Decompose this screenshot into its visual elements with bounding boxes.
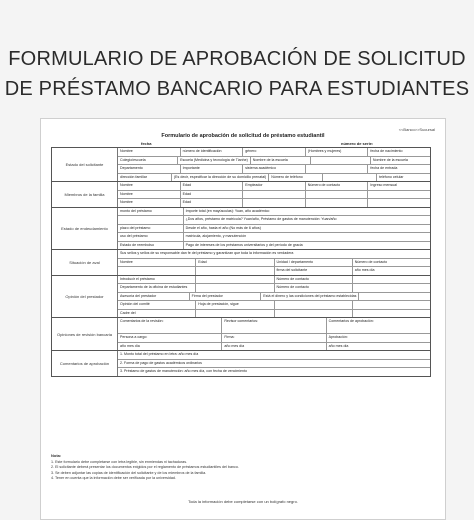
table-cell: Aprobación: xyxy=(328,335,348,339)
notes xyxy=(51,453,431,482)
section-label: Estado del solicitante xyxy=(52,148,118,181)
note-item: 3. Se deben adjuntar las copias de identificación del solicitante y de los miembros de la familia. xyxy=(51,470,207,475)
table-cell: Número de contacto xyxy=(354,259,388,264)
table-row xyxy=(118,293,430,302)
form-grid xyxy=(51,147,431,377)
table-row xyxy=(118,182,430,191)
fill-in-field[interactable] xyxy=(196,310,274,318)
table-cell: Sus sellos y sellos de su responsable dan fe del préstamo y garantizan que toda la información es verdadera xyxy=(120,251,294,255)
fill-in-field[interactable] xyxy=(311,157,371,165)
section-approval xyxy=(51,351,431,377)
table-cell: Número de contacto xyxy=(275,284,353,292)
table-cell: Hoja de prestación, sigue xyxy=(196,301,274,309)
table-row xyxy=(118,199,430,207)
table-row xyxy=(118,225,430,234)
section-family xyxy=(51,182,431,208)
table-row xyxy=(118,284,430,293)
table-row xyxy=(118,351,430,360)
section-applicant xyxy=(51,148,431,182)
table-cell: Cadre del xyxy=(118,310,196,318)
table-cell: Importante xyxy=(181,165,244,173)
table-cell: teléfono celular xyxy=(379,174,404,179)
table-cell: fecha de nacimiento xyxy=(370,149,403,153)
bank-header: <<Banco>>Sucursal xyxy=(398,127,435,132)
table-row xyxy=(118,360,430,369)
table-cell: Edad xyxy=(196,259,274,267)
table-cell: Firma del prestador xyxy=(190,293,262,301)
table-row xyxy=(118,310,430,318)
section-bank-review xyxy=(51,318,431,351)
table-cell: dirección familiar xyxy=(118,174,172,182)
table-cell: Nombre de la escuela xyxy=(251,157,311,165)
table-cell: Asesoría del prestador xyxy=(118,293,190,301)
table-cell: monto del préstamo xyxy=(118,208,184,216)
table-cell: Revisor comentarios: xyxy=(222,318,326,333)
table-cell: género xyxy=(243,148,306,156)
fill-in-field[interactable] xyxy=(196,267,274,275)
table-cell: Importe total (en mayúsculas): Yuan, año académico xyxy=(185,208,270,213)
fill-in-field[interactable] xyxy=(353,276,430,284)
section-label: Comentarios de aprobación xyxy=(52,351,118,376)
fill-in-field[interactable] xyxy=(275,301,353,309)
table-cell: Número de contacto xyxy=(275,276,353,284)
serial-header: número de serie: xyxy=(341,141,374,146)
page-title-line-2: DE PRÉSTAMO BANCARIO PARA ESTUDIANTES xyxy=(4,78,470,100)
table-cell: 3. Préstamo de gastos de manutención: año mes día, con fecha de vencimiento xyxy=(120,369,248,373)
table-row xyxy=(118,174,430,182)
table-cell: Número de contacto xyxy=(306,182,369,190)
table-row xyxy=(118,242,430,250)
table-row xyxy=(118,216,430,225)
table-cell: Empleador xyxy=(243,182,306,190)
table-cell: Unidad / departamento xyxy=(275,259,353,267)
fill-in-field[interactable] xyxy=(118,216,184,224)
table-row xyxy=(118,191,430,200)
table-row xyxy=(118,259,430,268)
section-lender xyxy=(51,276,431,319)
table-row xyxy=(118,318,430,334)
table-row xyxy=(118,276,430,285)
fill-in-field[interactable] xyxy=(353,301,430,309)
section-label: Opinión del prestador xyxy=(52,276,118,318)
section-label: Situación de aval xyxy=(52,250,118,275)
table-cell: Edad xyxy=(181,182,244,190)
table-row xyxy=(118,301,430,310)
table-row xyxy=(118,334,430,343)
fill-in-field[interactable] xyxy=(323,174,377,182)
table-cell: Escuela (Medicina y tecnología de Tianhe) xyxy=(178,157,251,165)
note-item: 1. Este formulario debe completarse con letra legible, sin enmiendas ni tachaduras. xyxy=(51,459,188,464)
fill-in-field[interactable] xyxy=(306,191,369,199)
table-cell: matrícula, alojamiento, y manutención xyxy=(185,234,247,238)
table-cell: año mes día xyxy=(354,268,375,272)
table-cell: fecha de entrada xyxy=(370,166,398,170)
table-cell: Número de teléfono xyxy=(269,174,323,182)
form-sheet xyxy=(40,118,446,520)
fill-in-field[interactable] xyxy=(306,165,369,173)
fill-in-field[interactable] xyxy=(353,310,430,318)
table-cell: Departamento de la oficina de estudiantes xyxy=(118,284,196,292)
table-row xyxy=(118,233,430,242)
fill-in-field[interactable] xyxy=(243,199,306,207)
fill-in-field[interactable] xyxy=(118,267,196,275)
section-debt xyxy=(51,208,431,251)
table-cell: Departamento xyxy=(118,165,181,173)
table-row xyxy=(118,343,430,351)
form-title: Formulario de aprobación de solicitud de préstamo estudiantil xyxy=(161,133,325,139)
table-cell: Edad xyxy=(181,199,244,207)
table-row xyxy=(118,368,430,376)
table-row xyxy=(118,267,430,275)
table-cell: Comentarios de la revisión: xyxy=(118,318,222,333)
table-cell: (Es decir, especificar la dirección de su domicilio prenatal) xyxy=(172,174,269,182)
table-cell: Nombre xyxy=(118,182,181,190)
table-row xyxy=(118,148,430,157)
table-cell: Nombre xyxy=(118,199,181,207)
section-label: Miembros de la familia xyxy=(52,182,118,207)
table-cell: Nombre xyxy=(118,191,181,199)
fill-in-field[interactable] xyxy=(243,191,306,199)
table-cell: Edad xyxy=(181,191,244,199)
table-cell: año mes día xyxy=(328,343,349,348)
note-item: 2. El solicitante deberá presentar los documentos exigidos por el reglamento de préstamos estudiantiles del banco. xyxy=(51,465,239,469)
table-cell: Firma: xyxy=(222,334,326,342)
fill-in-field[interactable] xyxy=(275,310,353,318)
fill-in-field[interactable] xyxy=(196,276,274,284)
table-cell: Estado de reembolso xyxy=(118,242,184,250)
table-cell: uso del préstamo xyxy=(118,233,184,241)
table-cell: ¿Dos años, préstamo de matrícula? Yuan/año, Préstamo de gastos de manutención: Yuan/año xyxy=(185,217,337,221)
table-cell: Está el dinero y las condiciones del préstamo establecidas xyxy=(261,293,359,301)
table-row xyxy=(118,208,430,217)
fill-in-field[interactable] xyxy=(359,293,430,301)
section-guarantee xyxy=(51,250,431,276)
table-cell: Introducir el préstamo xyxy=(118,276,196,284)
fill-in-field[interactable] xyxy=(368,199,430,207)
table-cell: 2. Forma de pago de gastos académicos ordinarios xyxy=(120,360,202,365)
table-cell: Desde el año, hasta el año (No más de 6 años) xyxy=(185,225,261,230)
table-cell: (Hombres y mujeres) xyxy=(306,148,369,156)
table-cell: número de identificación xyxy=(181,148,244,156)
table-row xyxy=(118,157,430,166)
table-cell: Persona a cargo: xyxy=(118,334,222,342)
table-cell: Nombre xyxy=(118,148,181,156)
table-cell: Comentarios de aprobación: xyxy=(328,319,374,323)
table-cell: sistema académico xyxy=(243,165,306,173)
table-cell: año mes día xyxy=(222,343,326,351)
table-cell: Nombre de la escuela xyxy=(372,157,408,162)
section-label: Estado de endeudamiento xyxy=(52,208,118,250)
table-cell: firma del solicitante xyxy=(275,267,353,275)
table-row xyxy=(118,250,430,259)
fill-in-field[interactable] xyxy=(353,284,430,292)
table-cell: Colegio/escuela xyxy=(118,157,178,165)
section-label: Opiniones de revisión bancaria xyxy=(52,318,118,350)
table-cell: año mes día xyxy=(118,343,222,351)
table-cell: 1. Monto total del préstamo en letra: año mes día xyxy=(120,352,199,356)
table-cell: Pago de intereses de los préstamos universitarios y del período de gracia xyxy=(185,242,303,247)
note-item: 4. Tener en cuenta que la información debe ser verificada por la universidad. xyxy=(51,476,176,480)
table-cell: plazo del préstamo xyxy=(118,225,184,233)
form-footer: Toda la información debe completarse con un bolígrafo negro. xyxy=(188,499,298,504)
fill-in-field[interactable] xyxy=(306,199,369,207)
notes-title: Nota: xyxy=(51,453,62,458)
fill-in-field[interactable] xyxy=(368,191,430,199)
date-header: fecha xyxy=(141,141,152,146)
table-cell: Ingreso mensual xyxy=(370,183,397,187)
table-cell: Nombre xyxy=(118,259,196,267)
fill-in-field[interactable] xyxy=(196,284,274,292)
table-row xyxy=(118,165,430,174)
page-title-line-1: FORMULARIO DE APROBACIÓN DE SOLICITUD xyxy=(8,48,466,70)
table-cell: Opinión del comité xyxy=(118,301,196,309)
